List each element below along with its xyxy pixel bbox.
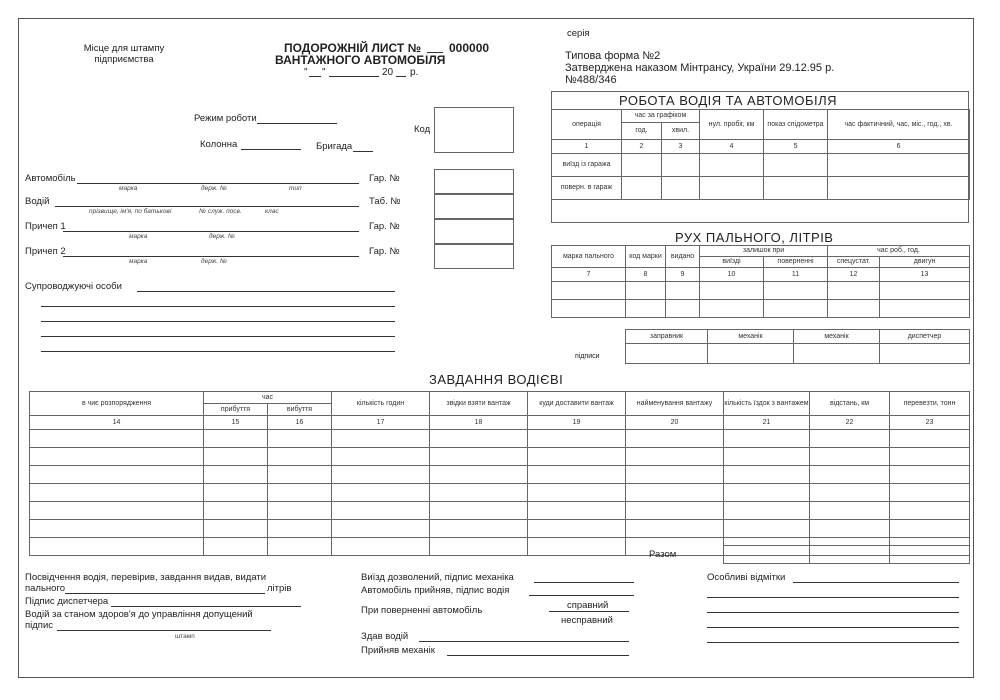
- task-cell[interactable]: [528, 430, 626, 448]
- work-num: 3: [662, 140, 700, 154]
- task-cell[interactable]: [204, 538, 268, 556]
- task-cell[interactable]: [890, 484, 970, 502]
- task-cell[interactable]: [430, 466, 528, 484]
- task-cell[interactable]: [724, 502, 810, 520]
- car-field[interactable]: [77, 183, 359, 184]
- gar-no-box-2[interactable]: [434, 219, 514, 244]
- handed-driver-label: Здав водій: [361, 631, 409, 642]
- work-num: 6: [828, 140, 970, 154]
- fuel-section-title: РУХ ПАЛЬНОГО, ЛІТРІВ: [675, 230, 834, 245]
- fuel-num: 12: [828, 268, 880, 282]
- sign-cell[interactable]: [626, 344, 708, 364]
- task-cell[interactable]: [724, 520, 810, 538]
- fuel-table: [551, 245, 970, 318]
- task-cell[interactable]: [332, 448, 430, 466]
- fuel-num: 13: [880, 268, 970, 282]
- task-cell[interactable]: [332, 430, 430, 448]
- task-num: 21: [724, 416, 810, 430]
- hint-derzh: держ. №: [201, 185, 227, 192]
- task-cell[interactable]: [268, 502, 332, 520]
- work-hdr-actual: час фактичний, час, міс., год., хв.: [828, 110, 970, 140]
- task-cell[interactable]: [268, 484, 332, 502]
- work-cell[interactable]: [764, 177, 828, 200]
- stamp-place-line2: підприємства: [94, 54, 154, 65]
- work-num: 2: [622, 140, 662, 154]
- task-cell[interactable]: [890, 502, 970, 520]
- task-cell[interactable]: [626, 448, 724, 466]
- task-hdr-arrival: прибуття: [204, 404, 268, 416]
- series-label: серія: [567, 28, 590, 39]
- task-cell[interactable]: [30, 484, 204, 502]
- fuel-amount-field[interactable]: [65, 593, 265, 594]
- escort-line-4[interactable]: [41, 336, 395, 337]
- fuel-hdr-special: спецустат.: [828, 257, 880, 268]
- title-line2: ВАНТАЖНОГО АВТОМОБІЛЯ: [275, 53, 446, 67]
- work-section-title: РОБОТА ВОДІЯ ТА АВТОМОБІЛЯ: [619, 93, 838, 108]
- health-sign-field[interactable]: [57, 630, 271, 631]
- task-cell[interactable]: [204, 484, 268, 502]
- task-section-title: ЗАВДАННЯ ВОДІЄВІ: [429, 372, 564, 387]
- task-cell[interactable]: [332, 466, 430, 484]
- work-row-return: поверн. в гараж: [552, 177, 622, 200]
- work-table: [551, 109, 970, 200]
- total-label: Разом: [649, 549, 677, 560]
- task-cell[interactable]: [430, 448, 528, 466]
- date-year-field[interactable]: [396, 76, 406, 77]
- date-quote-close: ": [322, 67, 326, 78]
- date-year: 20: [382, 67, 394, 78]
- task-hdr-order: в чиє розпорядження: [30, 392, 204, 416]
- task-cell[interactable]: [810, 466, 890, 484]
- task-cell[interactable]: [810, 484, 890, 502]
- hint-pib: прізвище, ім'я, по батькові: [89, 208, 172, 215]
- task-row: [30, 502, 970, 520]
- fuel-hdr-return: поверненні: [764, 257, 828, 268]
- brigade-label: Бригада: [316, 141, 353, 152]
- hint-trailer2-marka: марка: [129, 258, 148, 265]
- total-cell[interactable]: [810, 546, 890, 564]
- task-hdr-time: час: [204, 392, 332, 404]
- hint-sluzh: № служ. посв.: [199, 208, 242, 215]
- hint-typ: тип: [289, 185, 302, 192]
- work-cell[interactable]: [700, 177, 764, 200]
- task-cell[interactable]: [528, 448, 626, 466]
- task-cell[interactable]: [430, 502, 528, 520]
- task-num: 19: [528, 416, 626, 430]
- fuel-num: 9: [666, 268, 700, 282]
- task-cell[interactable]: [810, 520, 890, 538]
- work-row-exit: виїзд із гаража: [552, 154, 622, 177]
- special-notes-line-4[interactable]: [707, 627, 959, 628]
- fuel-hdr-engine: двигун: [880, 257, 970, 268]
- escort-field[interactable]: [137, 291, 395, 292]
- special-notes-line-2[interactable]: [707, 597, 959, 598]
- total-cell[interactable]: [724, 546, 810, 564]
- work-num: 5: [764, 140, 828, 154]
- fuel-hdr-brand: марка пального: [552, 246, 626, 268]
- gar-no-label-1: Гар. №: [369, 173, 400, 184]
- approved-text: Затверджена наказом Мінтрансу, України 29.12.95 р.: [565, 62, 835, 74]
- task-cell[interactable]: [30, 430, 204, 448]
- task-cell[interactable]: [204, 520, 268, 538]
- code-box[interactable]: [434, 107, 514, 153]
- title-line1: ПОДОРОЖНІЙ ЛИСТ №: [284, 41, 421, 55]
- task-num: 22: [810, 416, 890, 430]
- work-num: 1: [552, 140, 622, 154]
- dispatcher-sign-field[interactable]: [111, 606, 301, 607]
- date-day-field[interactable]: [309, 76, 321, 77]
- task-cell[interactable]: [724, 466, 810, 484]
- fuel-hdr-code: код марки: [626, 246, 666, 268]
- escort-line-5[interactable]: [41, 351, 395, 352]
- trailer1-field[interactable]: [63, 231, 359, 232]
- hint-trailer2-derzh: держ. №: [201, 258, 227, 265]
- task-cell[interactable]: [430, 430, 528, 448]
- brigade-field[interactable]: [353, 151, 373, 152]
- work-hdr-operation: операція: [552, 110, 622, 140]
- escort-line-3[interactable]: [41, 321, 395, 322]
- task-row: [30, 484, 970, 502]
- faulty-option[interactable]: несправний: [561, 615, 613, 626]
- trailer2-label: Причеп 2: [25, 246, 66, 257]
- accepted-mechanic-field[interactable]: [447, 655, 629, 656]
- task-hdr-departure: вибуття: [268, 404, 332, 416]
- task-cell[interactable]: [430, 484, 528, 502]
- task-cell[interactable]: [268, 538, 332, 556]
- task-row: [30, 430, 970, 448]
- car-accepted-field[interactable]: [529, 595, 634, 596]
- trailer1-label: Причеп 1: [25, 221, 66, 232]
- option-divider: [549, 611, 629, 612]
- task-cell[interactable]: [890, 466, 970, 484]
- fuel-num: 10: [700, 268, 764, 282]
- on-return-label: При поверненні автомобіль: [361, 605, 483, 616]
- task-cell[interactable]: [332, 502, 430, 520]
- handed-driver-field[interactable]: [419, 641, 629, 642]
- work-cell[interactable]: [622, 177, 662, 200]
- hint-klas: клас: [265, 208, 279, 215]
- work-cell[interactable]: [622, 154, 662, 177]
- fuel-hdr-remainder: залишок при: [700, 246, 828, 257]
- special-notes-field[interactable]: [793, 582, 959, 583]
- task-cell[interactable]: [30, 538, 204, 556]
- fuel-hdr-optime: час роб., год.: [828, 246, 970, 257]
- fuel-cell[interactable]: [700, 300, 764, 318]
- fuel-signatures-table: [625, 329, 970, 364]
- stamp-place-line1: Місце для штампу: [83, 43, 165, 54]
- fuel-cell[interactable]: [626, 282, 666, 300]
- task-row: [30, 448, 970, 466]
- task-cell[interactable]: [332, 538, 430, 556]
- sign-cell[interactable]: [880, 344, 970, 364]
- fuel-hdr-issued: видано: [666, 246, 700, 268]
- task-row: [30, 466, 970, 484]
- certificate-line2: пального: [25, 583, 65, 594]
- escort-label: Супроводжуючі особи: [25, 281, 122, 292]
- task-cell[interactable]: [204, 502, 268, 520]
- task-cell[interactable]: [268, 466, 332, 484]
- task-num: 15: [204, 416, 268, 430]
- sign-dispatcher: диспетчер: [880, 330, 970, 344]
- column-field[interactable]: [241, 149, 301, 150]
- task-cell[interactable]: [626, 430, 724, 448]
- working-option[interactable]: справний: [567, 600, 609, 611]
- task-cell[interactable]: [30, 448, 204, 466]
- task-cell[interactable]: [890, 520, 970, 538]
- work-mode-field[interactable]: [257, 123, 337, 124]
- task-num: 14: [30, 416, 204, 430]
- driver-label: Водій: [25, 196, 50, 207]
- work-hdr-minutes: хвил.: [662, 123, 700, 140]
- task-cell[interactable]: [626, 466, 724, 484]
- task-cell[interactable]: [430, 520, 528, 538]
- fuel-cell[interactable]: [666, 282, 700, 300]
- fuel-num: 11: [764, 268, 828, 282]
- fuel-num: 7: [552, 268, 626, 282]
- fuel-cell[interactable]: [764, 300, 828, 318]
- driver-field[interactable]: [55, 206, 359, 207]
- task-num: 16: [268, 416, 332, 430]
- trailer2-field[interactable]: [63, 256, 359, 257]
- task-cell[interactable]: [626, 502, 724, 520]
- escort-line-2[interactable]: [41, 306, 395, 307]
- fuel-cell[interactable]: [880, 300, 970, 318]
- fuel-cell[interactable]: [828, 300, 880, 318]
- title-number: 000000: [449, 41, 490, 55]
- task-cell[interactable]: [268, 430, 332, 448]
- task-hdr-transport: перевезти, тонн: [890, 392, 970, 416]
- task-cell[interactable]: [30, 502, 204, 520]
- task-cell[interactable]: [204, 466, 268, 484]
- reg-number: №488/346: [565, 74, 617, 86]
- task-cell[interactable]: [626, 484, 724, 502]
- special-notes-label: Особливі відмітки: [707, 572, 786, 583]
- work-hdr-schedule: час за графіком: [622, 110, 700, 123]
- fuel-cell[interactable]: [552, 300, 626, 318]
- code-label: Код: [414, 124, 431, 135]
- sign-mechanic1: механік: [708, 330, 794, 344]
- work-cell[interactable]: [662, 177, 700, 200]
- task-cell[interactable]: [430, 538, 528, 556]
- gar-no-label-2: Гар. №: [369, 221, 400, 232]
- health-line1: Водій за станом здоров'я до управління допущений: [25, 609, 253, 620]
- task-cell[interactable]: [724, 448, 810, 466]
- fuel-cell[interactable]: [552, 282, 626, 300]
- work-cell[interactable]: [662, 154, 700, 177]
- special-notes-line-5[interactable]: [707, 642, 959, 643]
- gar-no-label-3: Гар. №: [369, 246, 400, 257]
- signatures-label: підписи: [575, 353, 600, 360]
- work-num: 4: [700, 140, 764, 154]
- work-hdr-zero-run: нул. пробіг, км: [700, 110, 764, 140]
- task-cell[interactable]: [810, 430, 890, 448]
- task-cell[interactable]: [528, 520, 626, 538]
- fuel-cell[interactable]: [764, 282, 828, 300]
- date-month-field[interactable]: [329, 76, 379, 77]
- hint-trailer1-derzh: держ. №: [209, 233, 235, 240]
- task-num: 18: [430, 416, 528, 430]
- task-num: 20: [626, 416, 724, 430]
- work-mode-label: Режим роботи: [194, 113, 257, 124]
- health-line2: підпис: [25, 620, 53, 631]
- stamp-label: штамп: [175, 633, 195, 640]
- task-hdr-hours: кількість годин: [332, 392, 430, 416]
- task-cell[interactable]: [890, 448, 970, 466]
- certificate-line1: Посвідчення водія, перевірив, завдання видав, видати: [25, 572, 267, 583]
- exit-allowed-field[interactable]: [534, 582, 634, 583]
- task-hdr-from: звідки взяти вантаж: [430, 392, 528, 416]
- work-cell[interactable]: [828, 154, 970, 177]
- tab-no-label: Таб. №: [369, 196, 401, 207]
- hint-marka: марка: [119, 185, 138, 192]
- task-cell[interactable]: [724, 484, 810, 502]
- dispatcher-sign-label: Підпис диспетчера: [25, 596, 109, 607]
- task-cell[interactable]: [528, 502, 626, 520]
- waybill-form: [18, 18, 974, 678]
- sign-fueler: заправник: [626, 330, 708, 344]
- task-hdr-cargo: найменування вантажу: [626, 392, 724, 416]
- car-accepted-label: Автомобіль прийняв, підпис водія: [361, 585, 510, 596]
- task-num: 17: [332, 416, 430, 430]
- task-row: [30, 520, 970, 538]
- sign-cell[interactable]: [794, 344, 880, 364]
- task-cell[interactable]: [528, 484, 626, 502]
- liters-label: літрів: [267, 583, 292, 594]
- accepted-mechanic-label: Прийняв механік: [361, 645, 435, 656]
- fuel-cell[interactable]: [626, 300, 666, 318]
- sign-cell[interactable]: [708, 344, 794, 364]
- column-label: Колонна: [200, 139, 238, 150]
- hint-trailer1-marka: марка: [129, 233, 148, 240]
- task-cell[interactable]: [810, 502, 890, 520]
- work-hdr-speedometer: показ спідометра: [764, 110, 828, 140]
- fuel-num: 8: [626, 268, 666, 282]
- task-num: 23: [890, 416, 970, 430]
- form-name: Типова форма №2: [565, 50, 661, 62]
- gar-no-box-3[interactable]: [434, 244, 514, 269]
- fuel-hdr-departure: виїзді: [700, 257, 764, 268]
- task-hdr-distance: відстань, км: [810, 392, 890, 416]
- total-table: [723, 545, 970, 564]
- date-quote-open: ": [304, 67, 308, 78]
- work-cell[interactable]: [828, 177, 970, 200]
- task-cell[interactable]: [204, 430, 268, 448]
- work-cell[interactable]: [764, 154, 828, 177]
- tab-no-box[interactable]: [434, 194, 514, 219]
- exit-allowed-label: Виїзд дозволений, підпис механіка: [361, 572, 514, 583]
- sign-mechanic2: механік: [794, 330, 880, 344]
- task-hdr-to: куди доставити вантаж: [528, 392, 626, 416]
- work-hdr-hours: год.: [622, 123, 662, 140]
- work-cell[interactable]: [700, 154, 764, 177]
- task-table: [29, 391, 970, 556]
- task-cell[interactable]: [528, 466, 626, 484]
- fuel-cell[interactable]: [880, 282, 970, 300]
- task-cell[interactable]: [332, 484, 430, 502]
- date-suffix: р.: [410, 67, 419, 78]
- task-cell[interactable]: [30, 466, 204, 484]
- car-label: Автомобіль: [25, 173, 76, 184]
- fuel-cell[interactable]: [700, 282, 764, 300]
- task-cell[interactable]: [268, 448, 332, 466]
- task-cell[interactable]: [204, 448, 268, 466]
- task-cell[interactable]: [626, 520, 724, 538]
- total-cell[interactable]: [890, 546, 970, 564]
- special-notes-line-3[interactable]: [707, 612, 959, 613]
- gar-no-box-1[interactable]: [434, 169, 514, 194]
- task-cell[interactable]: [810, 448, 890, 466]
- task-cell[interactable]: [332, 520, 430, 538]
- fuel-cell[interactable]: [666, 300, 700, 318]
- task-cell[interactable]: [724, 430, 810, 448]
- task-cell[interactable]: [30, 520, 204, 538]
- task-cell[interactable]: [528, 538, 626, 556]
- task-cell[interactable]: [268, 520, 332, 538]
- task-hdr-trips: кількість їздок з вантажем: [724, 392, 810, 416]
- task-cell[interactable]: [890, 430, 970, 448]
- fuel-cell[interactable]: [828, 282, 880, 300]
